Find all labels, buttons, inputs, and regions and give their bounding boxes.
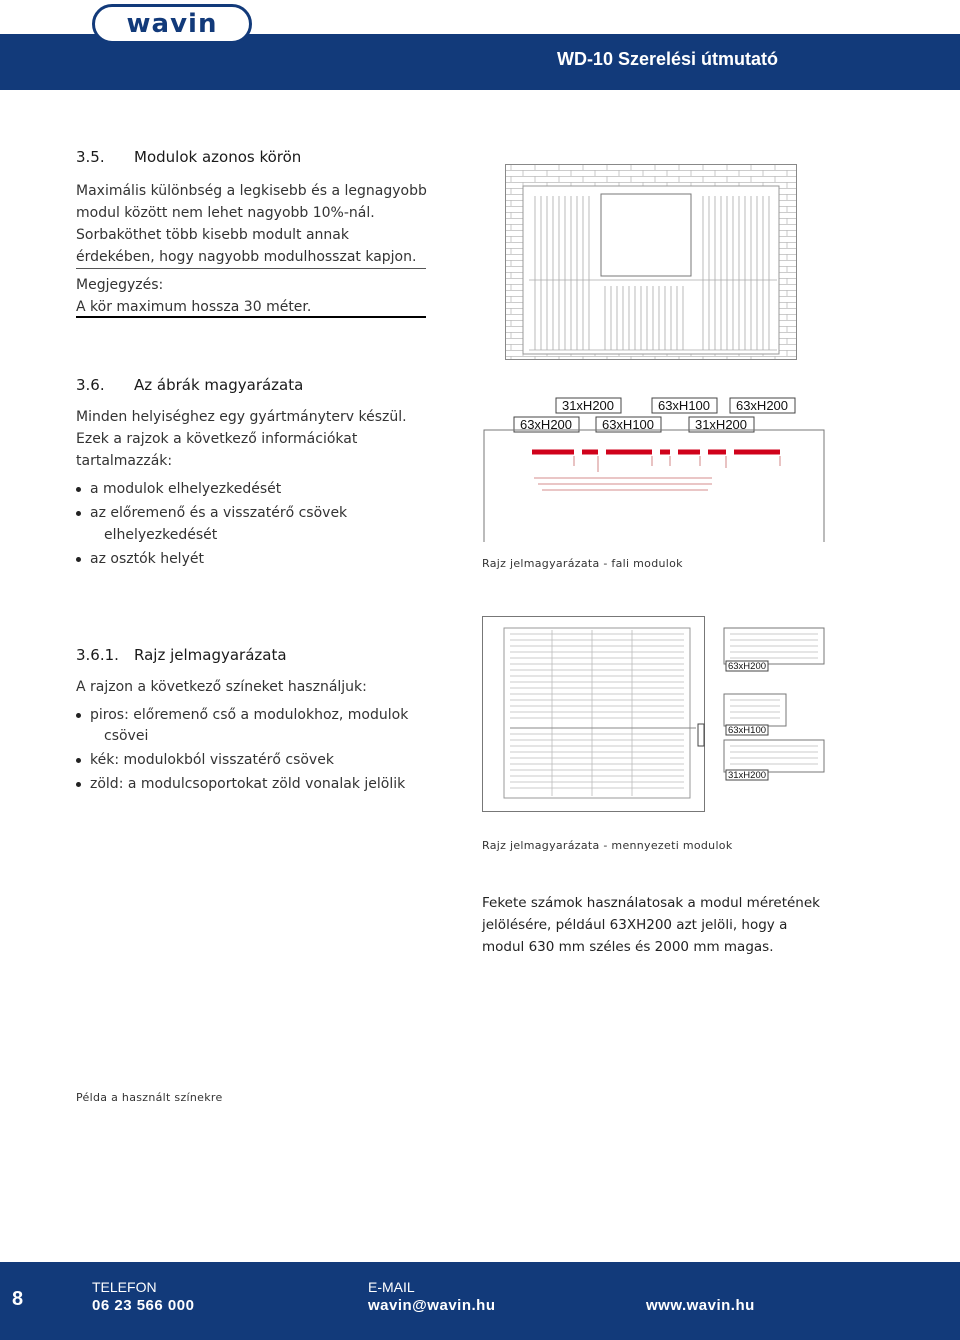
section-title: Az ábrák magyarázata (134, 376, 304, 394)
note-text: A kör maximum hossza 30 méter. (76, 299, 312, 315)
list-item-continuation: csövei (104, 728, 149, 744)
wall-modules-drawing (482, 396, 828, 546)
logo-text: wavin (126, 9, 218, 39)
section-number: 3.5. (76, 148, 105, 166)
section-3-6-bullets (76, 478, 436, 526)
module-label: 63xH200 (735, 398, 789, 413)
note-label: Megjegyzés: (76, 277, 164, 293)
module-label: 63xH200 (519, 417, 573, 432)
ceiling-drawing-caption: Rajz jelmagyarázata - mennyezeti modulok (482, 839, 733, 852)
section-3-6-1-intro: A rajzon a következő színeket használjuk: (76, 679, 367, 695)
section-title: Modulok azonos körön (134, 148, 302, 166)
module-label: 63xH100 (657, 398, 711, 413)
module-label: 63xH100 (727, 725, 767, 736)
wall-modules-svg (482, 396, 828, 546)
text-line: modul között nem lehet nagyobb 10%-nál. (76, 205, 375, 221)
section-number: 3.6. (76, 376, 105, 394)
module-label: 63xH100 (601, 417, 655, 432)
document-title: WD-10 Szerelési útmutató (556, 49, 778, 69)
text-line: jelölésére, például 63XH200 azt jelöli, hogy a (482, 917, 788, 933)
text-line: tartalmazzák: (76, 453, 173, 469)
text-line: Ezek a rajzok a következő információkat (76, 431, 358, 447)
text-line: Minden helyiséghez egy gyártmányterv készül. (76, 409, 407, 425)
module-label: 31xH200 (561, 398, 615, 413)
text-line: Maximális különbség a legkisebb és a legnagyobb (76, 183, 427, 199)
page-number: 8 (12, 1288, 24, 1310)
module-label: 63xH200 (727, 661, 767, 672)
text-line: Fekete számok használatosak a modul méretének (482, 895, 820, 911)
text-line: érdekében, hogy nagyobb modulhosszat kapjon. (76, 249, 417, 265)
website-link[interactable]: www.wavin.hu (646, 1297, 755, 1314)
module-label: 31xH200 (694, 417, 748, 432)
list-item-continuation: elhelyezkedését (104, 527, 218, 543)
text-line: modul 630 mm széles és 2000 mm magas. (482, 939, 774, 955)
list-item: az osztók helyét (76, 548, 436, 570)
color-legend-list-2 (76, 749, 456, 797)
list-item: zöld: a modulcsoportokat zöld vonalak jelölik (76, 773, 456, 795)
list-item: az előremenő és a visszatérő csövek (76, 502, 436, 524)
example-caption: Példa a használt színekre (76, 1091, 223, 1104)
email-link[interactable]: wavin@wavin.hu (368, 1297, 496, 1314)
phone-number: 06 23 566 000 (92, 1297, 195, 1314)
text-line: Sorbaköthet több kisebb modult annak (76, 227, 349, 243)
wall-layout-svg (505, 164, 797, 360)
page-header (0, 0, 960, 90)
section-3-5-body (76, 180, 436, 268)
ceiling-modules-drawing (482, 616, 828, 812)
section-3-6-heading (76, 376, 303, 394)
wall-drawing-caption: Rajz jelmagyarázata - fali modulok (482, 557, 683, 570)
list-item: piros: előremenő cső a modulokhoz, modulok (76, 704, 456, 726)
module-size-note (482, 892, 862, 958)
wall-layout-drawing (505, 164, 797, 360)
ceiling-modules-svg (482, 616, 828, 812)
divider (76, 268, 426, 269)
wavin-logo (92, 4, 252, 44)
section-title: Rajz jelmagyarázata (134, 646, 287, 664)
section-3-5-heading (76, 148, 301, 166)
divider (76, 316, 426, 318)
section-3-6-bullets-2 (76, 548, 436, 572)
list-item: kék: modulokból visszatérő csövek (76, 749, 456, 771)
note-block (76, 274, 436, 318)
section-number: 3.6.1. (76, 646, 119, 664)
phone-label: TELEFON (92, 1279, 157, 1295)
list-item: a modulok elhelyezkedését (76, 478, 436, 500)
section-3-6-1-heading (76, 646, 287, 664)
email-label: E-MAIL (368, 1279, 415, 1295)
module-label: 31xH200 (727, 770, 767, 781)
section-3-6-body (76, 406, 436, 472)
